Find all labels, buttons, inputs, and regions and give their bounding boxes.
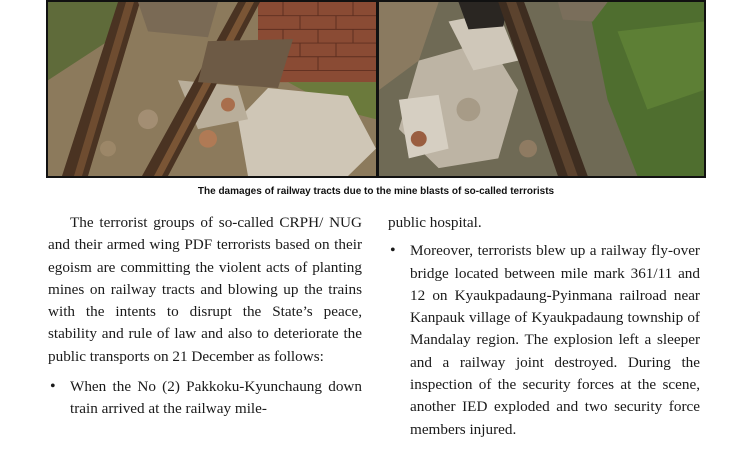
bullet-icon: • (50, 378, 56, 396)
list-item (48, 376, 362, 421)
list-item-text: Moreover, terrorists blew up a railway fly-over bridge located between mile mark 361/11 and 12 on Kyaukpadaung-Pyinmana railroad near Kanpauk village of Kyaukpadaung township of Mandalay region. The explosion left a sleeper and a railway joint destroyed. During the inspection of the security forces at the scene, another IED exploded and two security force members injured. (410, 242, 700, 438)
railway-damage-photo-right (379, 2, 704, 176)
railway-damage-photo-left (48, 2, 376, 176)
left-column (48, 212, 362, 421)
body-paragraph: The terrorist groups of so-called CRPH/ NUG and their armed wing PDF terrorists based on their egoism are committing the violent acts of planting mines on railway tracts and blowing up the trains with the intents to disrupt the State’s peace, stability and rule of law and also to deteriorate the public transports on 21 December as follows: (48, 214, 362, 365)
right-column (388, 212, 700, 441)
figure-caption: The damages of railway tracts due to the mine blasts of so-called terrorists (197, 186, 555, 197)
continuation-text: public hospital. (388, 214, 482, 231)
photo-strip (46, 0, 706, 178)
bullet-icon: • (390, 242, 396, 260)
list-item-text: When the No (2) Pakkoku-Kyunchaung down train arrived at the railway mile- (70, 378, 362, 418)
list-item (388, 240, 700, 441)
